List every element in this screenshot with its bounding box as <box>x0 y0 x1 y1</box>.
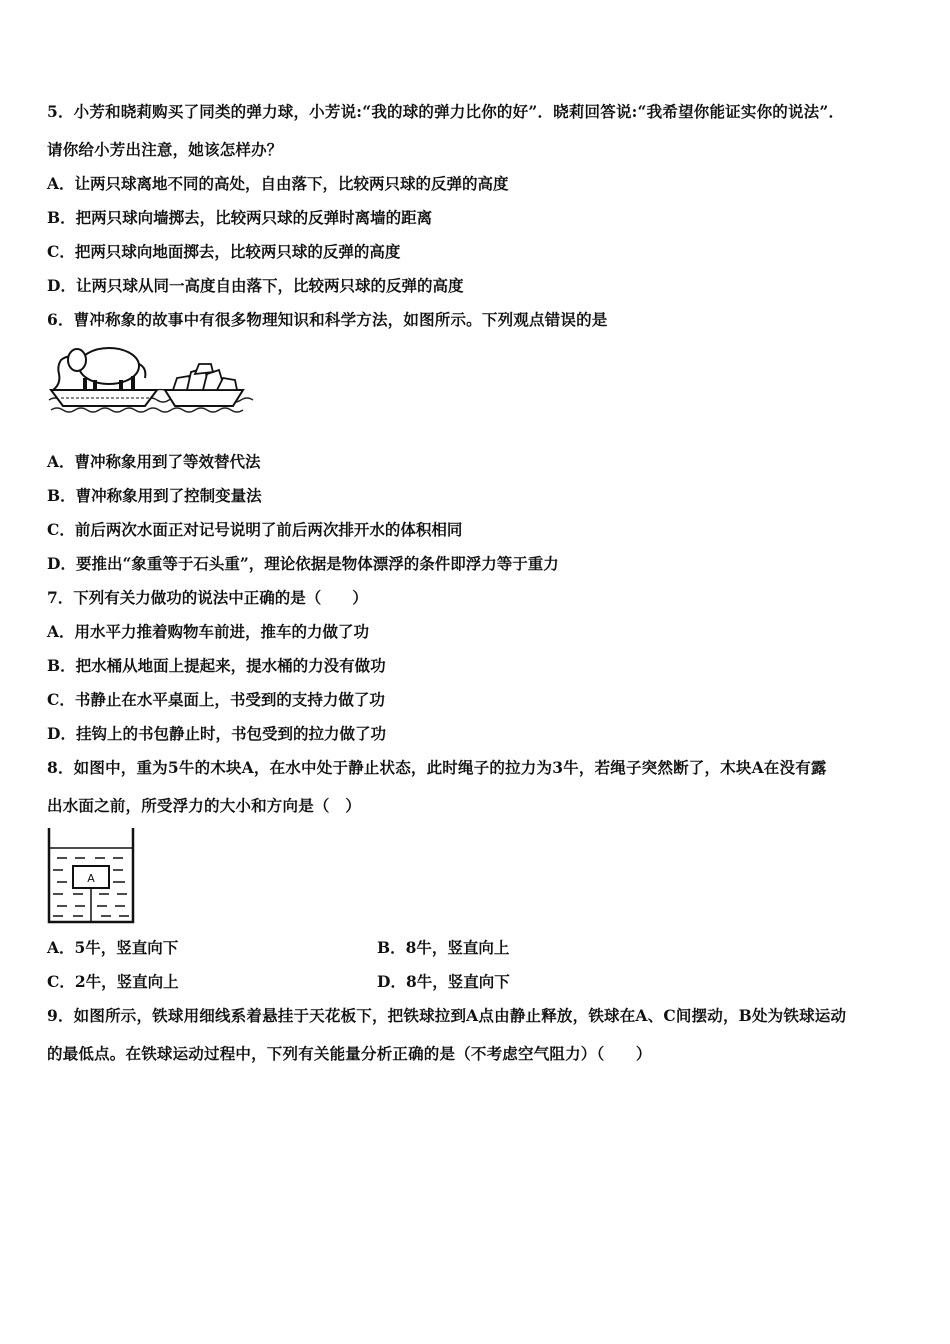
q8-stem-line2: 出水面之前，所受浮力的大小和方向是（ ） <box>47 796 362 815</box>
q5-stem-line2: 请你给小芳出注意，她该怎样办？ <box>47 140 283 159</box>
q8-option-a: A．5牛，竖直向下 <box>47 938 179 957</box>
q8-option-b: B．8牛，竖直向上 <box>377 938 510 957</box>
q7-option-c: C．书静止在水平桌面上，书受到的支持力做了功 <box>47 690 385 709</box>
q8-option-c: C．2牛，竖直向上 <box>47 972 179 991</box>
q6-stem: 6．曹冲称象的故事中有很多物理知识和科学方法，如图所示。下列观点错误的是 <box>47 310 608 329</box>
elephant <box>53 348 145 390</box>
q7-option-b: B．把水桶从地面上提起来，提水桶的力没有做功 <box>47 656 386 675</box>
q5-option-d: D．让两只球从同一高度自由落下，比较两只球的反弹的高度 <box>47 276 464 295</box>
q6-option-a: A．曹冲称象用到了等效替代法 <box>47 452 261 471</box>
q7-option-a: A．用水平力推着购物车前进，推车的力做了功 <box>47 622 370 641</box>
q6-option-b: B．曹冲称象用到了控制变量法 <box>47 486 262 505</box>
q6-option-d: D．要推出“象重等于石头重”，理论依据是物体漂浮的条件即浮力等于重力 <box>47 554 559 573</box>
q5-option-b: B．把两只球向墙掷去，比较两只球的反弹时离墙的距离 <box>47 208 433 227</box>
q7-option-d: D．挂钩上的书包静止时，书包受到的拉力做了功 <box>47 724 386 743</box>
block-a-label: A <box>87 872 95 885</box>
q5-option-a: A．让两只球离地不同的高处，自由落下，比较两只球的反弹的高度 <box>47 174 509 193</box>
q8-stem-line1: 8．如图中，重为5牛的木块A，在水中处于静止状态，此时绳子的拉力为3牛，若绳子突然断了，木块A在没有露 <box>47 758 827 777</box>
right-boat <box>165 390 243 406</box>
q8-option-d: D．8牛，竖直向下 <box>377 972 510 991</box>
q9-stem-line1: 9．如图所示，铁球用细线系着悬挂于天花板下，把铁球拉到A点由静止释放，铁球在A、C间摆动，B处为铁球运动 <box>47 1006 847 1025</box>
cao-chong-elephant-figure <box>47 338 257 422</box>
q6-option-c: C．前后两次水面正对记号说明了前后两次排开水的体积相同 <box>47 520 463 539</box>
stones <box>173 364 237 390</box>
q5-option-c: C．把两只球向地面掷去，比较两只球的反弹的高度 <box>47 242 401 261</box>
q7-stem: 7．下列有关力做功的说法中正确的是（ ） <box>47 588 368 607</box>
q9-stem-line2: 的最低点。在铁球运动过程中，下列有关能量分析正确的是（不考虑空气阻力）（ ） <box>47 1044 652 1063</box>
q5-stem-line1: 5．小芳和晓莉购买了同类的弹力球，小芳说:“我的球的弹力比你的好”．晓莉回答说:“我希望你能证实你的说法”． <box>47 102 845 121</box>
